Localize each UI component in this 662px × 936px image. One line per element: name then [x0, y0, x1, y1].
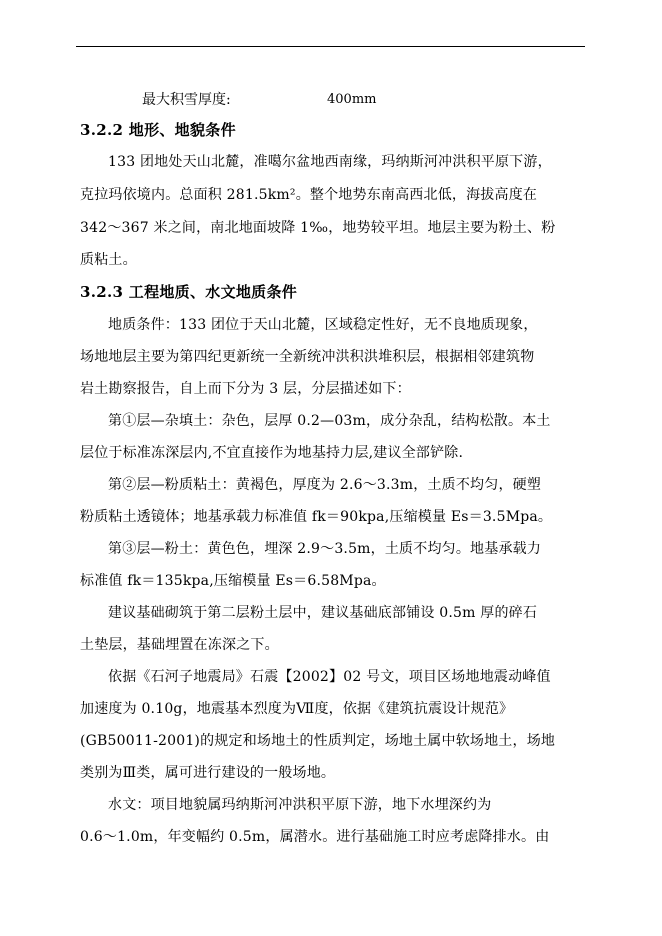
paragraph-line: 依据《石河子地震局》石震【2002】02 号文，项目区场地地震动峰值	[108, 669, 551, 685]
paragraph-line: 133 团地处天山北麓，准噶尔盆地西南缘，玛纳斯河冲洪积平原下游，	[108, 154, 552, 170]
paragraph-line: 加速度为 0.10g，地震基本烈度为Ⅶ度，依据《建筑抗震设计规范》	[80, 701, 514, 717]
paragraph-line: 标准值 fk＝135kpa,压缩模量 Es＝6.58Mpa。	[80, 573, 386, 589]
paragraph-line: 地质条件：133 团位于天山北麓，区域稳定性好，无不良地质现象，	[108, 317, 538, 333]
paragraph-line: 水文：项目地貌属玛纳斯河冲洪积平原下游，地下水埋深约为	[108, 797, 492, 813]
paragraph-line: 类别为Ⅲ类，属可进行建设的一般场地。	[80, 765, 336, 781]
paragraph-line: 层位于标准冻深层内,不宜直接作为地基持力层,建议全部铲除.	[80, 445, 464, 461]
paragraph-line: 第①层—杂填土：杂色，层厚 0.2—03m，成分杂乱，结构松散。本土	[108, 413, 551, 429]
header-rule	[76, 46, 585, 47]
paragraph-line: 342～367 米之间，南北地面坡降 1‰，地势较平坦。地层主要为粉土、粉	[80, 220, 556, 236]
paragraph-line: 场地地层主要为第四纪更新统一全新统冲洪积洪堆积层，根据相邻建筑物	[80, 349, 535, 365]
snow-depth-label: 最大积雪厚度:	[142, 92, 231, 108]
paragraph-line: 第③层—粉土：黄色色，埋深 2.9～3.5m，土质不均匀。地基承载力	[108, 541, 542, 557]
paragraph-line: 第②层—粉质粘土：黄褐色，厚度为 2.6～3.3m，土质不均匀，硬塑	[108, 477, 542, 493]
paragraph-line: 克拉玛依境内。总面积 281.5km²。整个地势东南高西北低，海拔高度在	[80, 187, 538, 203]
paragraph-line: 建议基础砌筑于第二层粉土层中，建议基础底部铺设 0.5m 厚的碎石	[108, 605, 538, 621]
paragraph-line: 质粘土。	[80, 252, 137, 268]
section-heading-terrain: 3.2.2 地形、地貌条件	[80, 121, 236, 139]
snow-depth-value: 400mm	[327, 92, 377, 107]
paragraph-line: 0.6～1.0m，年变幅约 0.5m，属潜水。进行基础施工时应考虑降排水。由	[80, 829, 550, 845]
paragraph-line: 粉质粘土透镜体；地基承载力标准值 fk＝90kpa,压缩模量 Es＝3.5Mpa。	[80, 509, 553, 525]
section-heading-geology: 3.2.3 工程地质、水文地质条件	[80, 283, 298, 301]
paragraph-line: 土垫层，基础埋置在冻深之下。	[80, 637, 279, 653]
paragraph-line: (GB50011-2001)的规定和场地土的性质判定，场地土属中软场地土，场地	[80, 733, 556, 749]
paragraph-line: 岩土勘察报告，自上而下分为 3 层，分层描述如下：	[80, 381, 411, 397]
